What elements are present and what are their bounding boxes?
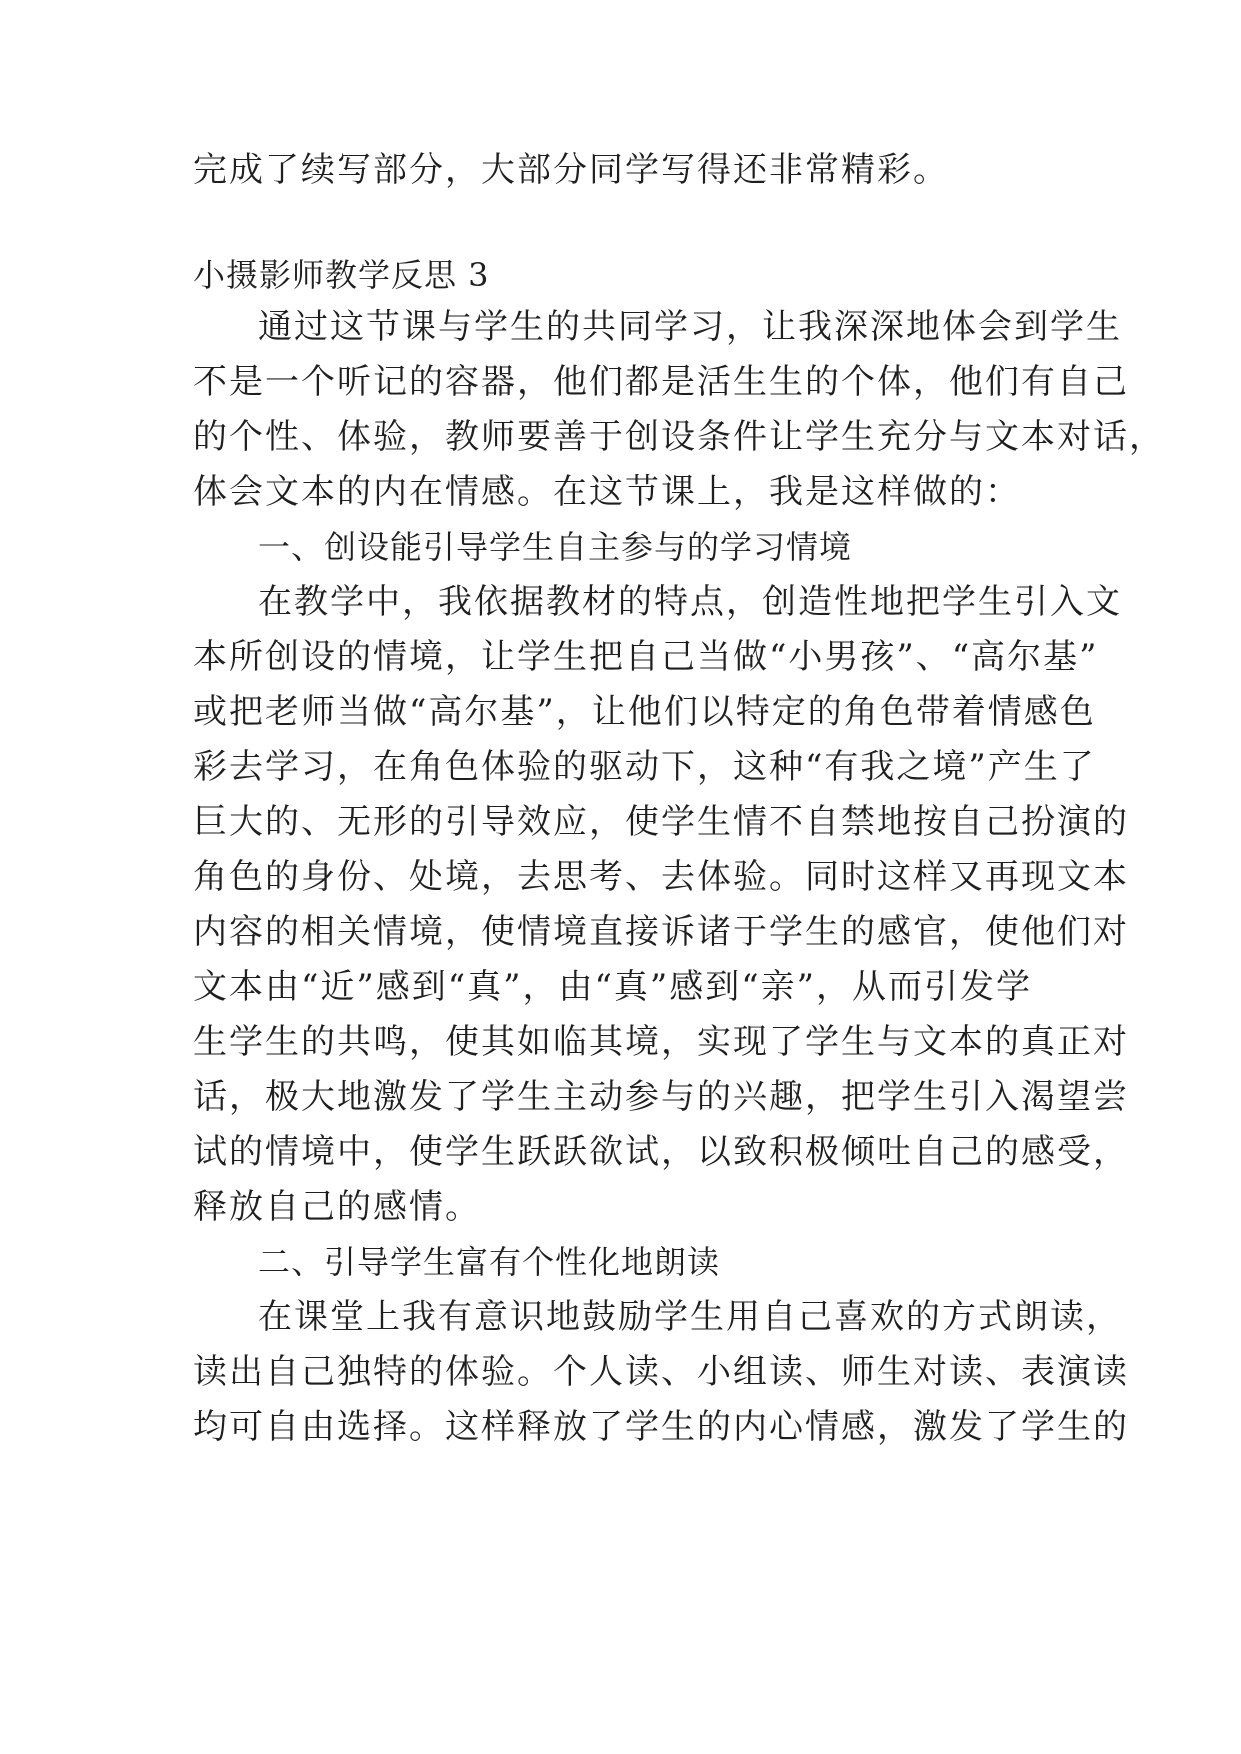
text-line: 释放自己的感情。	[193, 1187, 481, 1227]
text-line: 文本由“近”感到“真”，由“真”感到“亲”，从而引发学	[193, 967, 1033, 1007]
text-line: 话，极大地激发了学生主动参与的兴趣，把学生引入渴望尝	[193, 1077, 1129, 1117]
section-title: 小摄影师教学反思 3	[193, 256, 490, 294]
text-line: 生学生的共鸣，使其如临其境，实现了学生与文本的真正对	[193, 1022, 1129, 1062]
text-line: 本所创设的情境，让学生把自己当做“小男孩”、“高尔基”	[193, 637, 1099, 677]
text-line: 的个性、体验，教师要善于创设条件让学生充分与文本对话，	[193, 417, 1165, 457]
subheading: 二、引导学生富有个性化地朗读	[258, 1243, 721, 1281]
text-line: 体会文本的内在情感。在这节课上，我是这样做的：	[193, 472, 1021, 512]
text-line: 角色的身份、处境，去思考、去体验。同时这样又再现文本	[193, 857, 1129, 897]
text-line: 均可自由选择。这样释放了学生的内心情感，激发了学生的	[193, 1407, 1129, 1447]
text-line: 在教学中，我依据教材的特点，创造性地把学生引入文	[258, 582, 1122, 622]
text-line: 通过这节课与学生的共同学习，让我深深地体会到学生	[258, 307, 1122, 347]
subheading: 一、创设能引导学生自主参与的学习情境	[258, 528, 853, 566]
text-line: 试的情境中，使学生跃跃欲试，以致积极倾吐自己的感受，	[193, 1132, 1129, 1172]
text-line: 或把老师当做“高尔基”，让他们以特定的角色带着情感色	[193, 692, 1096, 732]
text-line: 读出自己独特的体验。个人读、小组读、师生对读、表演读	[193, 1352, 1129, 1392]
text-line: 不是一个听记的容器，他们都是活生生的个体，他们有自己	[193, 362, 1129, 402]
text-line: 内容的相关情境，使情境直接诉诸于学生的感官，使他们对	[193, 912, 1129, 952]
text-line: 彩去学习，在角色体验的驱动下，这种“有我之境”产生了	[193, 747, 1096, 787]
text-line: 完成了续写部分，大部分同学写得还非常精彩。	[193, 150, 949, 190]
text-line: 巨大的、无形的引导效应，使学生情不自禁地按自己扮演的	[193, 802, 1129, 842]
text-line: 在课堂上我有意识地鼓励学生用自己喜欢的方式朗读，	[258, 1297, 1122, 1337]
